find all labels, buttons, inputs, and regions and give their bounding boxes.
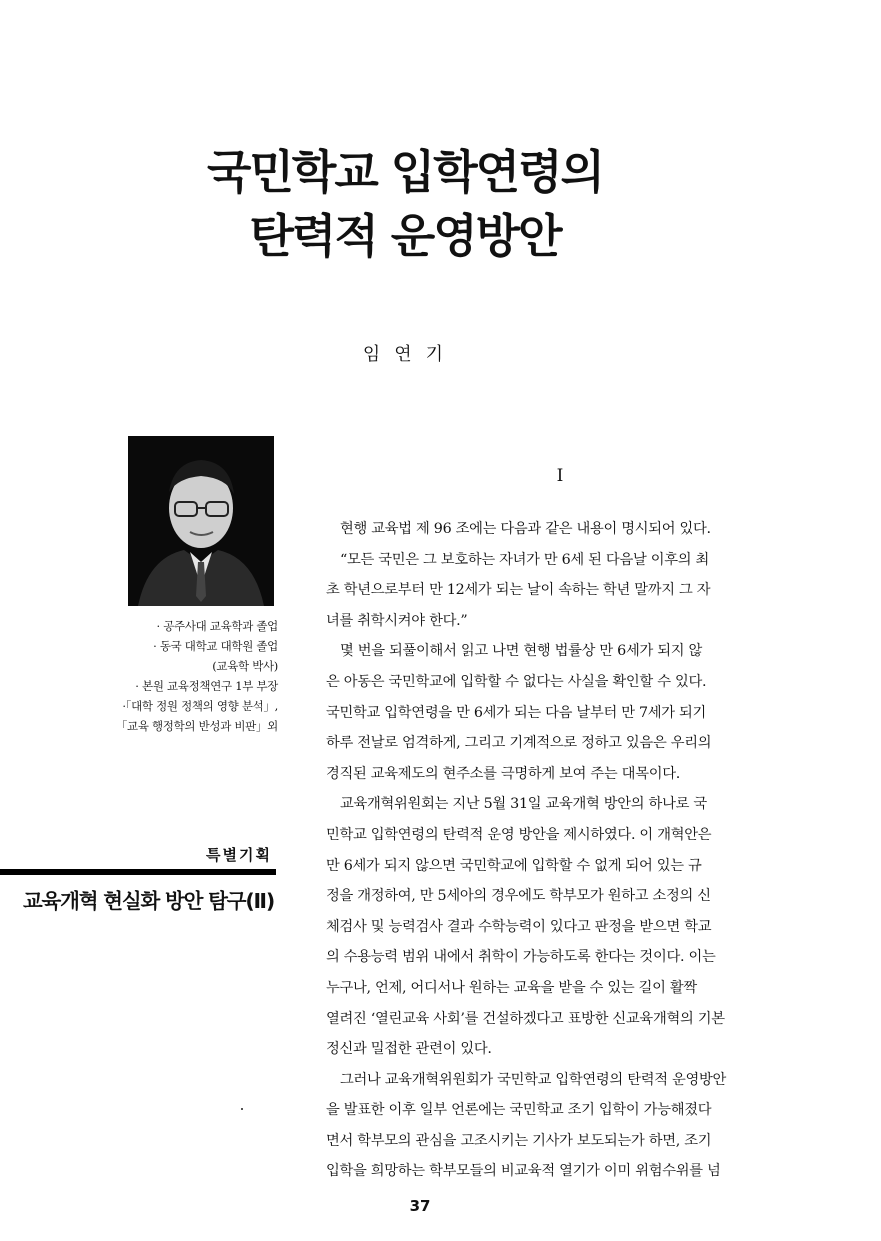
body-line: 체검사 및 능력검사 결과 수학능력이 있다고 판정을 받으면 학교: [326, 918, 712, 935]
bio-line: · 본원 교육정책연구 1부 부장: [135, 679, 278, 693]
body-line: 그러나 교육개혁위원회가 국민학교 입학연령의 탄력적 운영방안: [340, 1071, 727, 1088]
body-line: 경직된 교육제도의 현주소를 극명하게 보여 주는 대목이다.: [326, 765, 680, 782]
body-line: 만 6세가 되지 않으면 국민학교에 입학할 수 없게 되어 있는 규: [326, 857, 702, 874]
series-divider: [0, 869, 276, 875]
body-line: 초 학년으로부터 만 12세가 되는 날이 속하는 학년 말까지 그 자: [326, 582, 711, 599]
body-line: 현행 교육법 제 96 조에는 다음과 같은 내용이 명시되어 있다.: [340, 521, 711, 537]
body-line: 민학교 입학연령의 탄력적 운영 방안을 제시하였다. 이 개혁안은: [326, 826, 712, 843]
article-title-line-2: 탄력적 운영방안: [249, 209, 561, 263]
body-line: 녀를 취학시켜야 한다.”: [326, 612, 468, 629]
author-bio: [60, 616, 278, 736]
bio-line: ·「대학 정원 정책의 영향 분석」,: [122, 699, 278, 713]
body-line: 정신과 밀접한 관련이 있다.: [326, 1041, 492, 1058]
bio-line: · 동국 대학교 대학원 졸업: [153, 639, 278, 653]
bio-line: · 공주사대 교육학과 졸업: [156, 619, 278, 633]
body-line: 은 아동은 국민학교에 입학할 수 없다는 사실을 확인할 수 있다.: [326, 673, 707, 690]
body-line: 의 수용능력 범위 내에서 취학이 가능하도록 한다는 것이다. 이는: [326, 949, 716, 966]
body-line: 몇 번을 되풀이해서 읽고 나면 현행 법률상 만 6세가 되지 않: [340, 643, 702, 660]
article-body: [326, 514, 796, 1187]
body-line: 면서 학부모의 관심을 고조시키는 기사가 보도되는가 하면, 조기: [326, 1132, 712, 1149]
scan-speck: [241, 1108, 243, 1110]
article-title-line-1: 국민학교 입학연령의: [207, 145, 603, 199]
body-line: “모든 국민은 그 보호하는 자녀가 만 6세 된 다음날 이후의 최: [340, 551, 709, 568]
author-name: 임연기: [362, 344, 458, 365]
special-feature-label: 특별기획: [206, 846, 272, 864]
author-portrait-image: [128, 436, 274, 606]
body-line: 입학을 희망하는 학부모들의 비교육적 열기가 이미 위험수위를 넘: [326, 1163, 721, 1180]
body-line: 정을 개정하여, 만 5세아의 경우에도 학부모가 원하고 소정의 신: [326, 888, 711, 905]
body-line: 을 발표한 이후 일부 언론에는 국민학교 조기 입학이 가능해졌다: [326, 1102, 712, 1119]
author-photo: [128, 436, 274, 606]
body-line: 국민학교 입학연령을 만 6세가 되는 다음 날부터 만 7세가 되기: [326, 704, 707, 721]
article-title: [170, 140, 640, 268]
body-line: 교육개혁위원회는 지난 5월 31일 교육개혁 방안의 하나로 국: [340, 796, 707, 813]
body-line: 열려진 ‘열린교육 사회’를 건설하겠다고 표방한 신교육개혁의 기본: [326, 1010, 725, 1027]
section-numeral: I: [556, 466, 564, 486]
bio-line: 「교육 행정학의 반성과 비판」외: [115, 719, 278, 733]
body-line: 누구나, 언제, 어디서나 원하는 교육을 받을 수 있는 길이 활짝: [326, 979, 697, 996]
page-number: 37: [409, 1197, 431, 1215]
bio-line: (교육학 박사): [212, 659, 278, 673]
body-line: 하루 전날로 엄격하게, 그리고 기계적으로 정하고 있음은 우리의: [326, 735, 712, 752]
series-title: 교육개혁 현실화 방안 탐구(Ⅱ): [22, 889, 274, 913]
